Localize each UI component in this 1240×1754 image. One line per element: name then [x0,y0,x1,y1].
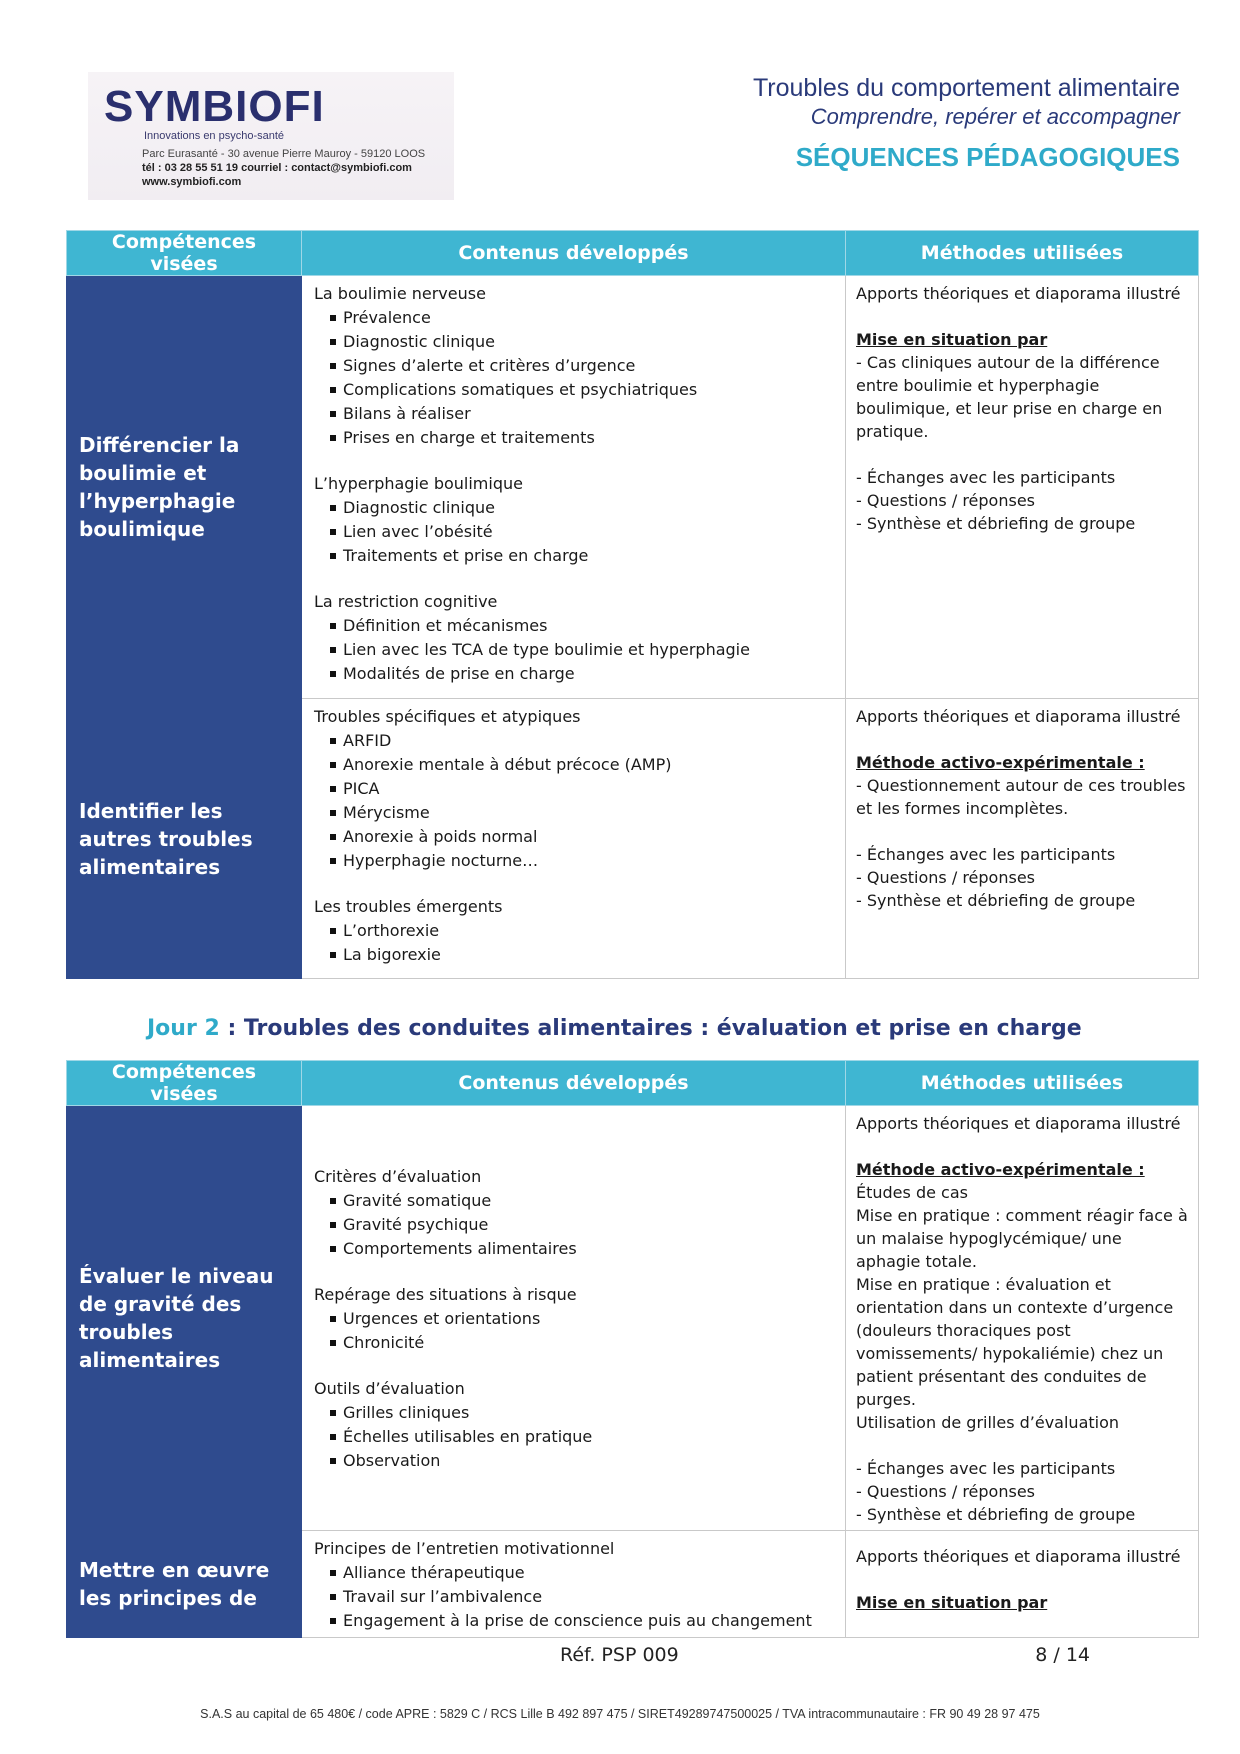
content-group-title: Principes de l’entretien motivationnel [314,1539,615,1558]
header-contenus: Contenus développés [302,231,846,276]
methods-line: Mise en pratique : comment réagir face à un malaise hypoglycémique/ une aphagie totale. [856,1206,1188,1271]
methods-intro: Apports théoriques et diaporama illustré [856,284,1181,303]
content-group-title: La restriction cognitive [314,592,498,611]
methods-exchange-item: - Synthèse et débriefing de groupe [856,891,1136,910]
day-heading [147,1016,1082,1041]
list-item: Complications somatiques et psychiatriques [330,378,835,402]
table-header-row [67,1061,1199,1106]
list-item: Lien avec les TCA de type boulimie et hyperphagie [330,638,835,662]
methods-line: Mise en pratique : évaluation et orientation dans un contexte d’urgence (douleurs thoraciques post vomissements/ hypokaliémie) chez un patient présentant des conduites de purges. [856,1275,1174,1409]
methods-detail: - Questionnement autour de ces troubles et les formes incomplètes. [856,776,1186,818]
methods-exchange-item: - Échanges avec les participants [856,845,1116,864]
logo-tagline: Innovations en psycho-santé [144,130,285,142]
list-item: Définition et mécanismes [330,614,835,638]
methods-exchange-item: - Échanges avec les participants [856,1459,1116,1478]
table-row [67,276,1199,699]
table-row [67,699,1199,979]
list-item: Gravité somatique [330,1189,835,1213]
list-item: Échelles utilisables en pratique [330,1425,835,1449]
list-item: Signes d’alerte et critères d’urgence [330,354,835,378]
company-logo [88,72,454,200]
header-contenus: Contenus développés [302,1061,846,1106]
content-cell [302,699,846,979]
list-item: Alliance thérapeutique [330,1561,835,1585]
competence-cell: Identifier les autres troubles alimentaires [67,699,302,979]
content-list [314,1307,835,1355]
competence-cell: Différencier la boulimie et l’hyperphagie boulimique [67,276,302,699]
company-contact: tél : 03 28 55 51 19 courriel : contact@symbiofi.com [142,162,412,174]
content-list [314,1189,835,1261]
list-item: Urgences et orientations [330,1307,835,1331]
list-item: Bilans à réaliser [330,402,835,426]
content-group-title: Repérage des situations à risque [314,1285,577,1304]
list-item: Grilles cliniques [330,1401,835,1425]
content-list [314,306,835,450]
methods-cell [846,1106,1199,1531]
list-item: L’orthorexie [330,919,835,943]
competence-cell: Évaluer le niveau de gravité des troubles alimentaires [67,1106,302,1531]
table-row [67,1531,1199,1638]
document-subtitle: Comprendre, repérer et accompagner [810,104,1180,129]
list-item: Lien avec l’obésité [330,520,835,544]
content-group-title: Critères d’évaluation [314,1167,482,1186]
legal-footer: S.A.S au capital de 65 480€ / code APRE : 5829 C / RCS Lille B 492 897 475 / SIRET49289747500025 / TVA intracommunautaire : FR 90 49 28 97 475 [200,1707,1040,1721]
methods-cell [846,1531,1199,1638]
methods-line: Utilisation de grilles d’évaluation [856,1413,1120,1432]
content-cell [302,1531,846,1638]
content-group-title: Outils d’évaluation [314,1379,465,1398]
list-item: Chronicité [330,1331,835,1355]
methods-exchange-item: - Questions / réponses [856,491,1035,510]
list-item: Gravité psychique [330,1213,835,1237]
methods-heading: Mise en situation par [856,1593,1048,1612]
content-group-title: La boulimie nerveuse [314,284,486,303]
list-item: Mérycisme [330,801,835,825]
content-group-title: Les troubles émergents [314,897,503,916]
document-title: Troubles du comportement alimentaire [752,74,1180,102]
list-item: Hyperphagie nocturne… [330,849,835,873]
methods-cell [846,276,1199,699]
sequences-table-2 [66,1060,1199,1638]
logo-wordmark: SYMBIOFI [104,82,325,131]
list-item: Traitements et prise en charge [330,544,835,568]
list-item: Modalités de prise en charge [330,662,835,686]
competence-cell: Mettre en œuvre les principes de [67,1531,302,1638]
header-competences: Compétences visées [67,1061,302,1106]
content-list [314,919,835,967]
list-item: Engagement à la prise de conscience puis au changement [330,1609,835,1633]
methods-intro: Apports théoriques et diaporama illustré [856,707,1181,726]
methods-exchange-item: - Questions / réponses [856,868,1035,887]
table-header-row [67,231,1199,276]
content-list [314,1401,835,1473]
methods-exchange-item: - Échanges avec les participants [856,468,1116,487]
sequences-table-1 [66,230,1199,979]
list-item: Comportements alimentaires [330,1237,835,1261]
list-item: Observation [330,1449,835,1473]
day-title: : Troubles des conduites alimentaires : évaluation et prise en charge [219,1016,1082,1041]
content-group-title: L’hyperphagie boulimique [314,474,523,493]
list-item: Anorexie mentale à début précoce (AMP) [330,753,835,777]
methods-exchange-item: - Synthèse et débriefing de groupe [856,514,1136,533]
content-list [314,729,835,873]
section-title: SÉQUENCES PÉDAGOGIQUES [795,142,1180,172]
content-cell [302,276,846,699]
content-list [314,496,835,568]
methods-detail: - Cas cliniques autour de la différence entre boulimie et hyperphagie boulimique, et leur prise en charge en pratique. [856,353,1163,441]
list-item: ARFID [330,729,835,753]
list-item: Diagnostic clinique [330,496,835,520]
list-item: PICA [330,777,835,801]
header-methodes: Méthodes utilisées [846,1061,1199,1106]
methods-line: Études de cas [856,1183,968,1202]
list-item: La bigorexie [330,943,835,967]
document-reference: Réf. PSP 009 [560,1644,679,1666]
header-competences: Compétences visées [67,231,302,276]
content-list [314,1561,835,1633]
list-item: Diagnostic clinique [330,330,835,354]
header-methodes: Méthodes utilisées [846,231,1199,276]
page-number: 8 / 14 [1035,1644,1090,1666]
content-list [314,614,835,686]
content-cell [302,1106,846,1531]
content-group-title: Troubles spécifiques et atypiques [314,707,581,726]
methods-heading: Méthode activo-expérimentale : [856,753,1145,772]
methods-heading: Méthode activo-expérimentale : [856,1160,1145,1179]
list-item: Prévalence [330,306,835,330]
list-item: Anorexie à poids normal [330,825,835,849]
methods-cell [846,699,1199,979]
methods-intro: Apports théoriques et diaporama illustré [856,1114,1181,1133]
company-website: www.symbiofi.com [142,176,242,188]
methods-exchange-item: - Questions / réponses [856,1482,1035,1501]
company-address: Parc Eurasanté - 30 avenue Pierre Mauroy - 59120 LOOS [142,148,426,160]
methods-exchange-item: - Synthèse et débriefing de groupe [856,1505,1136,1524]
day-label: Jour 2 [147,1016,220,1041]
methods-heading: Mise en situation par [856,330,1048,349]
list-item: Prises en charge et traitements [330,426,835,450]
methods-intro: Apports théoriques et diaporama illustré [856,1547,1181,1566]
list-item: Travail sur l’ambivalence [330,1585,835,1609]
table-row [67,1106,1199,1531]
